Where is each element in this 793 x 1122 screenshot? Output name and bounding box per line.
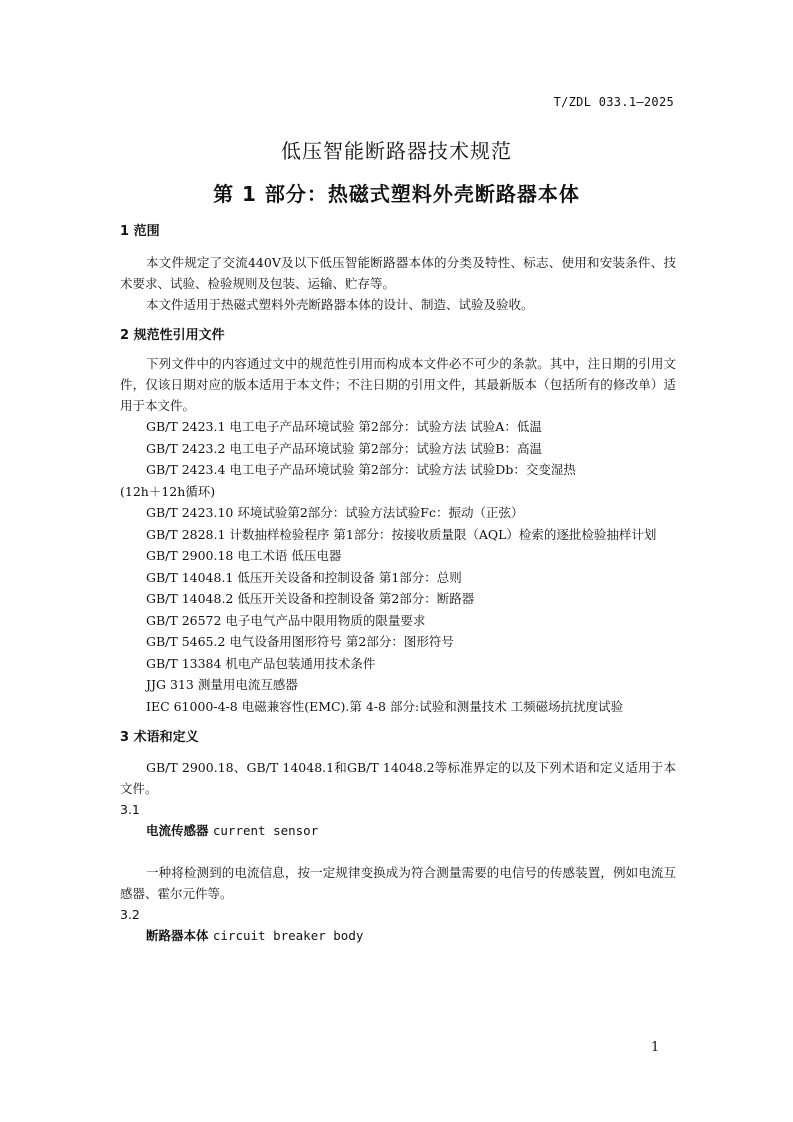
reference-item: GB/T 14048.2 低压开关设备和控制设备 第2部分：断路器 [146,591,475,606]
reference-item: GB/T 2423.10 环境试验第2部分：试验方法试验Fc：振动（正弦） [146,505,524,520]
section-heading-normative-references: 2 规范性引用文件 [120,328,225,343]
reference-item: GB/T 14048.1 低压开关设备和控制设备 第1部分：总则 [146,569,462,585]
reference-item: GB/T 13384 机电产品包装通用技术条件 [146,655,376,671]
term-name-en: circuit breaker body [212,928,364,943]
reference-item-continuation: (12h＋12h循环) [120,483,216,499]
document-title: 低压智能断路器技术规范 [281,139,512,163]
reference-item: JJG 313 测量用电流互感器 [146,677,298,692]
term-name [120,820,676,841]
term-number: 3.1 [120,802,140,817]
reference-item: GB/T 2900.18 电工术语 低压电器 [146,548,342,563]
scope-paragraph: 本文件适用于热磁式塑料外壳断路器本体的设计、制造、试验及验收。 [146,297,534,312]
references-intro: 下列文件中的内容通过文中的规范性引用而构成本文件必不可少的条款。其中，注日期的引用文件，仅该日期对应的版本适用于本文件；不注日期的引用文件，其最新版本（包括所有的修改单）适用于本文件。 [120,356,676,413]
term-number: 3.2 [120,907,140,922]
term-name-zh: 电流传感器 [146,823,209,838]
section-heading-terms-definitions: 3 术语和定义 [120,730,199,745]
reference-item: GB/T 2423.4 电工电子产品环境试验 第2部分：试验方法 试验Db：交变湿热 [146,462,576,477]
reference-item: IEC 61000-4-8 电磁兼容性(EMC).第 4-8 部分:试验和测量技术 工频磁场抗扰度试验 [146,698,624,714]
page-number: 1 [651,1040,660,1055]
reference-item: GB/T 2423.1 电工电子产品环境试验 第2部分：试验方法 试验A：低温 [146,419,542,434]
document-subtitle: 第 1 部分：热磁式塑料外壳断路器本体 [213,182,580,206]
section-heading-scope: 1 范围 [120,224,160,239]
scope-paragraph: 本文件规定了交流440V及以下低压智能断路器本体的分类及特性、标志、使用和安装条件、技术要求、试验、检验规则及包装、运输、贮存等。 [120,255,676,291]
reference-item: GB/T 26572 电子电气产品中限用物质的限量要求 [146,612,426,628]
document-code: T/ZDL 033.1—2025 [553,95,674,109]
term-definition: 一种将检测到的电流信息，按一定规律变换成为符合测量需要的电信号的传感装置，例如电流互感器、霍尔元件等。 [120,865,676,901]
term-name-zh: 断路器本体 [146,928,209,943]
term-name [120,925,676,946]
terms-intro: GB/T 2900.18、GB/T 14048.1和GB/T 14048.2等标准界定的以及下列术语和定义适用于本文件。 [120,760,676,796]
reference-item: GB/T 2423.2 电工电子产品环境试验 第2部分：试验方法 试验B：高温 [146,440,542,456]
term-name-en: current sensor [212,823,319,838]
document-body [120,221,676,946]
reference-item: GB/T 2828.1 计数抽样检验程序 第1部分：按接收质量限（AQL）检索的逐批检验抽样计划 [146,526,657,542]
reference-item: GB/T 5465.2 电气设备用图形符号 第2部分：图形符号 [146,634,454,649]
